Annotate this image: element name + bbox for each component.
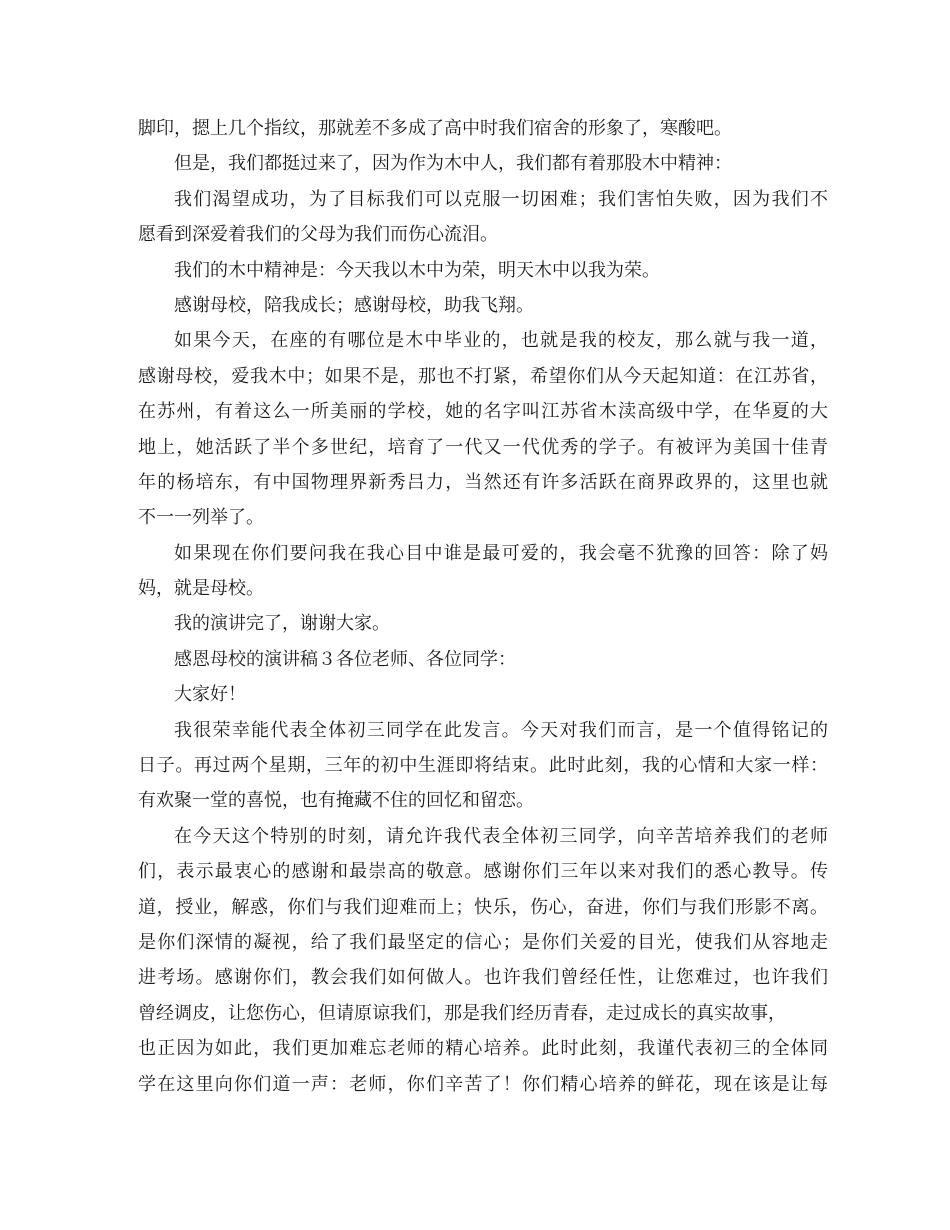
text-line: 我的演讲完了，谢谢大家。 xyxy=(174,613,390,635)
text-line: 我很荣幸能代表全体初三同学在此发言。今天对我们而言，是一个值得铭记的 xyxy=(174,719,828,741)
text-line: 日子。再过两个星期，三年的初中生涯即将结束。此时此刻，我的心情和大家一样： xyxy=(138,755,828,777)
text-line: 有欢聚一堂的喜悦，也有掩藏不住的回忆和留恋。 xyxy=(138,790,534,812)
document-body xyxy=(138,111,828,1102)
text-line: 是你们深情的凝视，给了我们最坚定的信心；是你们关爱的目光，使我们从容地走 xyxy=(138,931,828,953)
text-line: 地上，她活跃了半个多世纪，培育了一代又一代优秀的学子。有被评为美国十佳青 xyxy=(138,436,828,458)
text-line: 曾经调皮，让您伤心，但请原谅我们，那是我们经历青春，走过成长的真实故事， xyxy=(138,1002,786,1024)
text-line: 年的杨培东，有中国物理界新秀吕力，当然还有许多活跃在商界政界的，这里也就 xyxy=(138,471,828,493)
text-line: 道，授业，解惑，你们与我们迎难而上；快乐，伤心，奋进，你们与我们形影不离。 xyxy=(138,896,828,918)
text-line: 妈，就是母校。 xyxy=(138,578,264,600)
text-line: 如果现在你们要问我在我心目中谁是最可爱的，我会毫不犹豫的回答：除了妈 xyxy=(174,542,828,564)
text-line: 进考场。感谢你们，教会我们如何做人。也许我们曾经任性，让您难过，也许我们 xyxy=(138,967,828,989)
section-heading: 感恩母校的演讲稿３各位老师、各位同学： xyxy=(174,648,516,670)
text-line: 如果今天，在座的有哪位是木中毕业的，也就是我的校友，那么就与我一道， xyxy=(174,330,828,352)
text-line: 感谢母校，陪我成长；感谢母校，助我飞翔。 xyxy=(174,294,534,316)
text-line: 我们渴望成功，为了目标我们可以克服一切困难；我们害怕失败，因为我们不 xyxy=(174,188,828,210)
text-line: 但是，我们都挺过来了，因为作为木中人，我们都有着那股木中精神： xyxy=(174,153,732,175)
greeting: 大家好！ xyxy=(174,684,246,706)
text-line: 不一一列举了。 xyxy=(138,507,264,529)
text-line: 感谢母校，爱我木中；如果不是，那也不打紧，希望你们从今天起知道：在江苏省， xyxy=(138,365,828,387)
text-line: 我们的木中精神是：今天我以木中为荣，明天木中以我为荣。 xyxy=(174,259,660,281)
text-line: 学在这里向你们道一声：老师，你们辛苦了！你们精心培养的鲜花，现在该是让每 xyxy=(138,1073,828,1095)
text-line: 愿看到深爱着我们的父母为我们而伤心流泪。 xyxy=(138,224,498,246)
text-line: 们，表示最衷心的感谢和最崇高的敬意。感谢你们三年以来对我们的悉心教导。传 xyxy=(138,861,828,883)
text-line: 在今天这个特别的时刻，请允许我代表全体初三同学，向辛苦培养我们的老师 xyxy=(174,825,828,847)
text-line: 脚印，摁上几个指纹，那就差不多成了高中时我们宿舍的形象了，寒酸吧。 xyxy=(138,118,732,139)
text-line: 也正因为如此，我们更加难忘老师的精心培养。此时此刻，我谨代表初三的全体同 xyxy=(138,1038,828,1060)
text-line: 在苏州，有着这么一所美丽的学校，她的名字叫江苏省木渎高级中学，在华夏的大 xyxy=(138,401,828,423)
